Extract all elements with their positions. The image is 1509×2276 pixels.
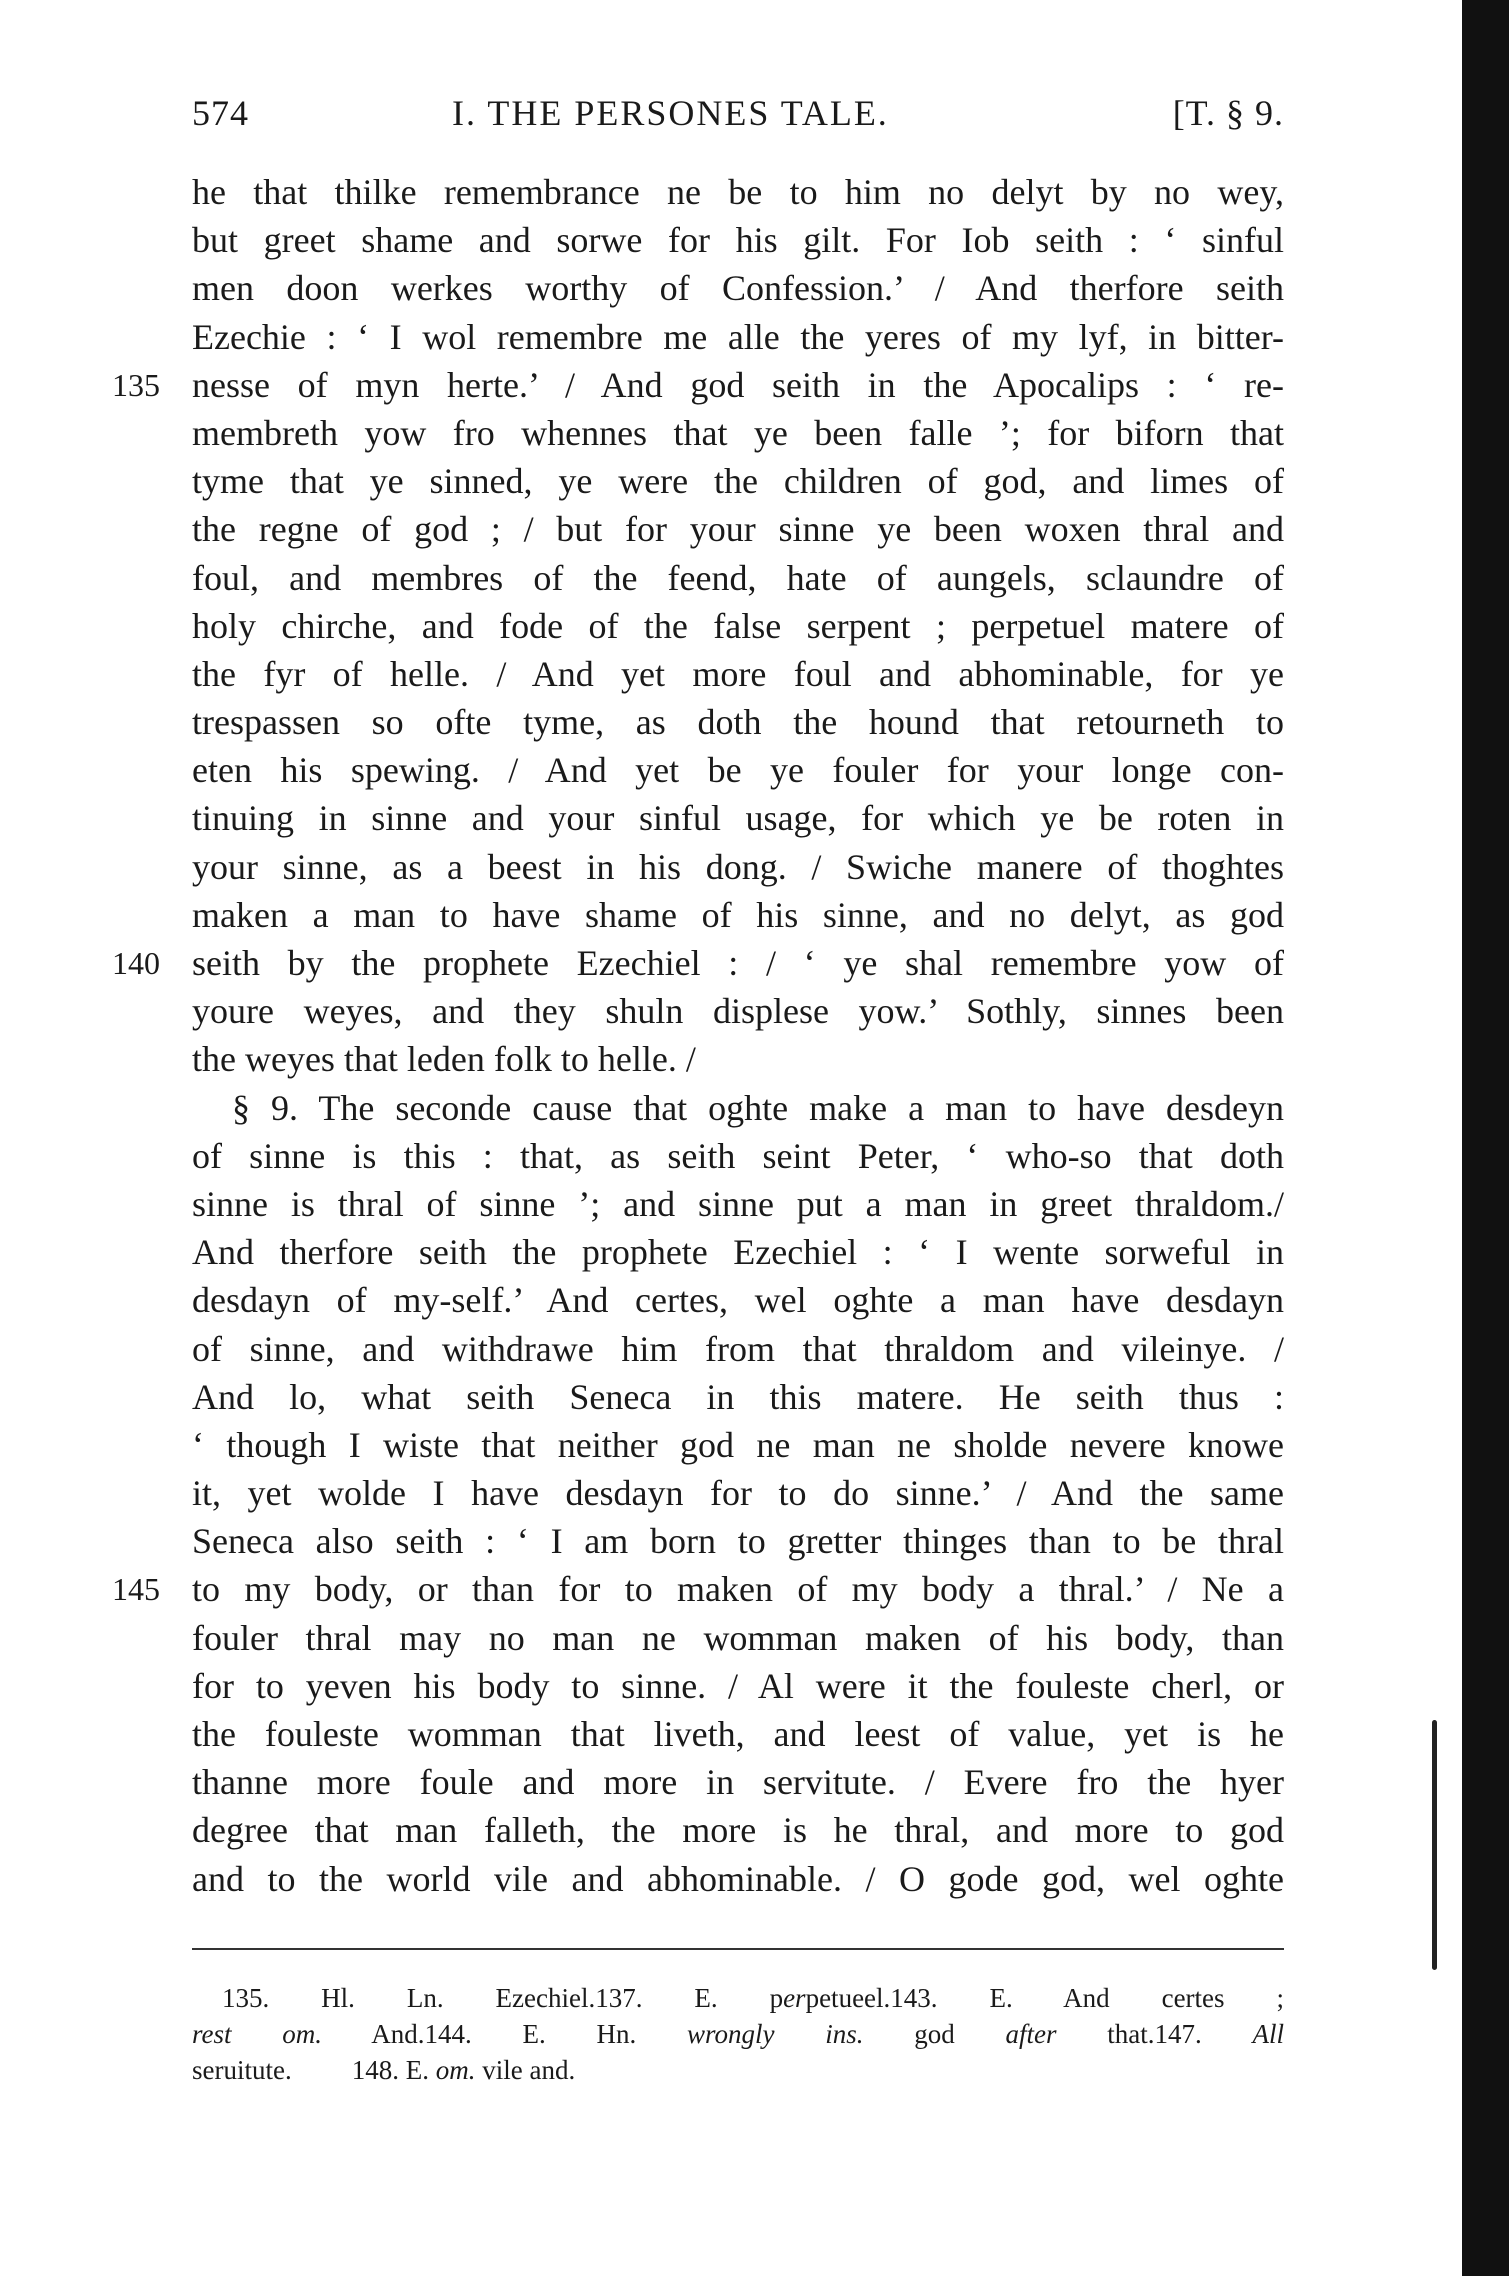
text-line: the weyes that leden folk to helle. / (192, 1039, 696, 1080)
text-line: Ezechie : ‘ I wol remembre me alle the yeres of my lyf, in bitter- (192, 316, 1284, 357)
text-line: the fouleste womman that liveth, and leest of value, yet is he (192, 1714, 1284, 1754)
text-line: tyme that ye sinned, ye were the children of god, and limes of (192, 461, 1284, 502)
page-edge-mark (1432, 1720, 1437, 1970)
text-line: And therfore seith the prophete Ezechiel : ‘ I wente sorweful in (192, 1232, 1284, 1273)
footnote-divider (192, 1948, 1284, 1950)
text-line (112, 361, 1284, 409)
footnote-143-cont: rest om. And. (192, 2019, 425, 2049)
text-line: Seneca also seith : ‘ I am born to gretter thinges than to be thral (192, 1521, 1284, 1562)
text-line-content: nesse of myn herte.’ / And god seith in the Apocalips : ‘ re- (192, 364, 1284, 405)
text-line: foul, and membres of the feend, hate of aungels, sclaundre of (192, 557, 1284, 598)
text-line (112, 939, 1284, 987)
text-line: youre weyes, and they shuln displese yow.’ Sothly, sinnes been (192, 991, 1284, 1032)
text-line: your sinne, as a beest in his dong. / Swiche manere of thoghtes (192, 846, 1284, 887)
text-line: sinne is thral of sinne ’; and sinne put a man in greet thraldom./ (192, 1183, 1284, 1224)
text-line: and to the world vile and abhominable. / O gode god, wel oghte (192, 1858, 1284, 1899)
text-line: eten his spewing. / And yet be ye fouler for your longe con- (192, 750, 1284, 791)
text-line: trespassen so ofte tyme, as doth the hound that retourneth to (192, 702, 1284, 743)
section-9-start: § 9. The seconde cause that oghte make a man to have desdeyn (232, 1087, 1284, 1128)
text-line: of sinne is this : that, as seith seint Peter, ‘ who-so that doth (192, 1135, 1284, 1176)
line-number-135: 135 (112, 366, 160, 403)
text-line: the regne of god ; / but for your sinne ye been woxen thral and (192, 509, 1284, 550)
footnote-line (192, 2016, 1284, 2052)
text-line: degree that man falleth, the more is he thral, and more to god (192, 1810, 1284, 1851)
text-line: thanne more foule and more in servitute. / Evere fro the hyer (192, 1762, 1284, 1803)
text-line: maken a man to have shame of his sinne, and no delyt, as god (192, 894, 1284, 935)
running-title: I. THE PERSONES TALE. (452, 93, 889, 133)
text-line: fouler thral may no man ne womman maken of his body, than (192, 1617, 1284, 1658)
line-number-140: 140 (112, 945, 160, 981)
text-line: membreth yow fro whennes that ye been falle ’; for biforn that (192, 412, 1284, 453)
section-reference: [T. § 9. (1172, 93, 1284, 133)
footnote-148: 148. E. om. vile and. (351, 2055, 576, 2085)
text-line: he that thilke remembrance ne be to him no delyt by no wey, (192, 172, 1284, 212)
text-line: of sinne, and withdrawe him from that thraldom and vileinye. / (192, 1328, 1284, 1369)
footnote-line (192, 2052, 1284, 2088)
footnote-147: 147. All (1154, 2019, 1284, 2049)
running-header (192, 92, 1284, 152)
footnote-137: 137. E. perpetueel. (595, 1983, 891, 2013)
text-line: ‘ though I wiste that neither god ne man ne sholde nevere knowe (192, 1424, 1284, 1465)
footnote-147-cont: seruitute. (192, 2055, 292, 2085)
footnote-line (192, 1980, 1284, 2016)
text-line: men doon werkes worthy of Confession.’ / And therfore seith (192, 268, 1284, 309)
text-line: the fyr of helle. / And yet more foul and abhominable, for ye (192, 653, 1284, 694)
footnote-144: 144. E. Hn. wrongly ins. god after that. (424, 2019, 1155, 2049)
text-line: tinuing in sinne and your sinful usage, for which ye be roten in (192, 798, 1284, 839)
page-number: 574 (192, 93, 249, 133)
main-text (112, 168, 1284, 1903)
page-edge-shadow (1462, 0, 1509, 2276)
footnote-135: 135. Hl. Ln. Ezechiel. (222, 1983, 596, 2013)
text-line: And lo, what seith Seneca in this matere. He seith thus : (192, 1376, 1284, 1417)
footnotes (192, 1980, 1284, 2088)
text-line: for to yeven his body to sinne. / Al were it the fouleste cherl, or (192, 1665, 1284, 1706)
text-line-content: to my body, or than for to maken of my body a thral.’ / Ne a (192, 1569, 1284, 1610)
text-line: it, yet wolde I have desdayn for to do sinne.’ / And the same (192, 1473, 1284, 1514)
text-line (112, 1565, 1284, 1613)
text-line-content: seith by the prophete Ezechiel : / ‘ ye shal remembre yow of (192, 943, 1284, 983)
text-line: but greet shame and sorwe for his gilt. For Iob seith : ‘ sinful (192, 220, 1284, 261)
footnote-143: 143. E. And certes ; (890, 1983, 1284, 2013)
text-line: holy chirche, and fode of the false serpent ; perpetuel matere of (192, 605, 1284, 646)
text-line: desdayn of my-self.’ And certes, wel oghte a man have desdayn (192, 1280, 1284, 1321)
line-number-145: 145 (112, 1571, 160, 1608)
